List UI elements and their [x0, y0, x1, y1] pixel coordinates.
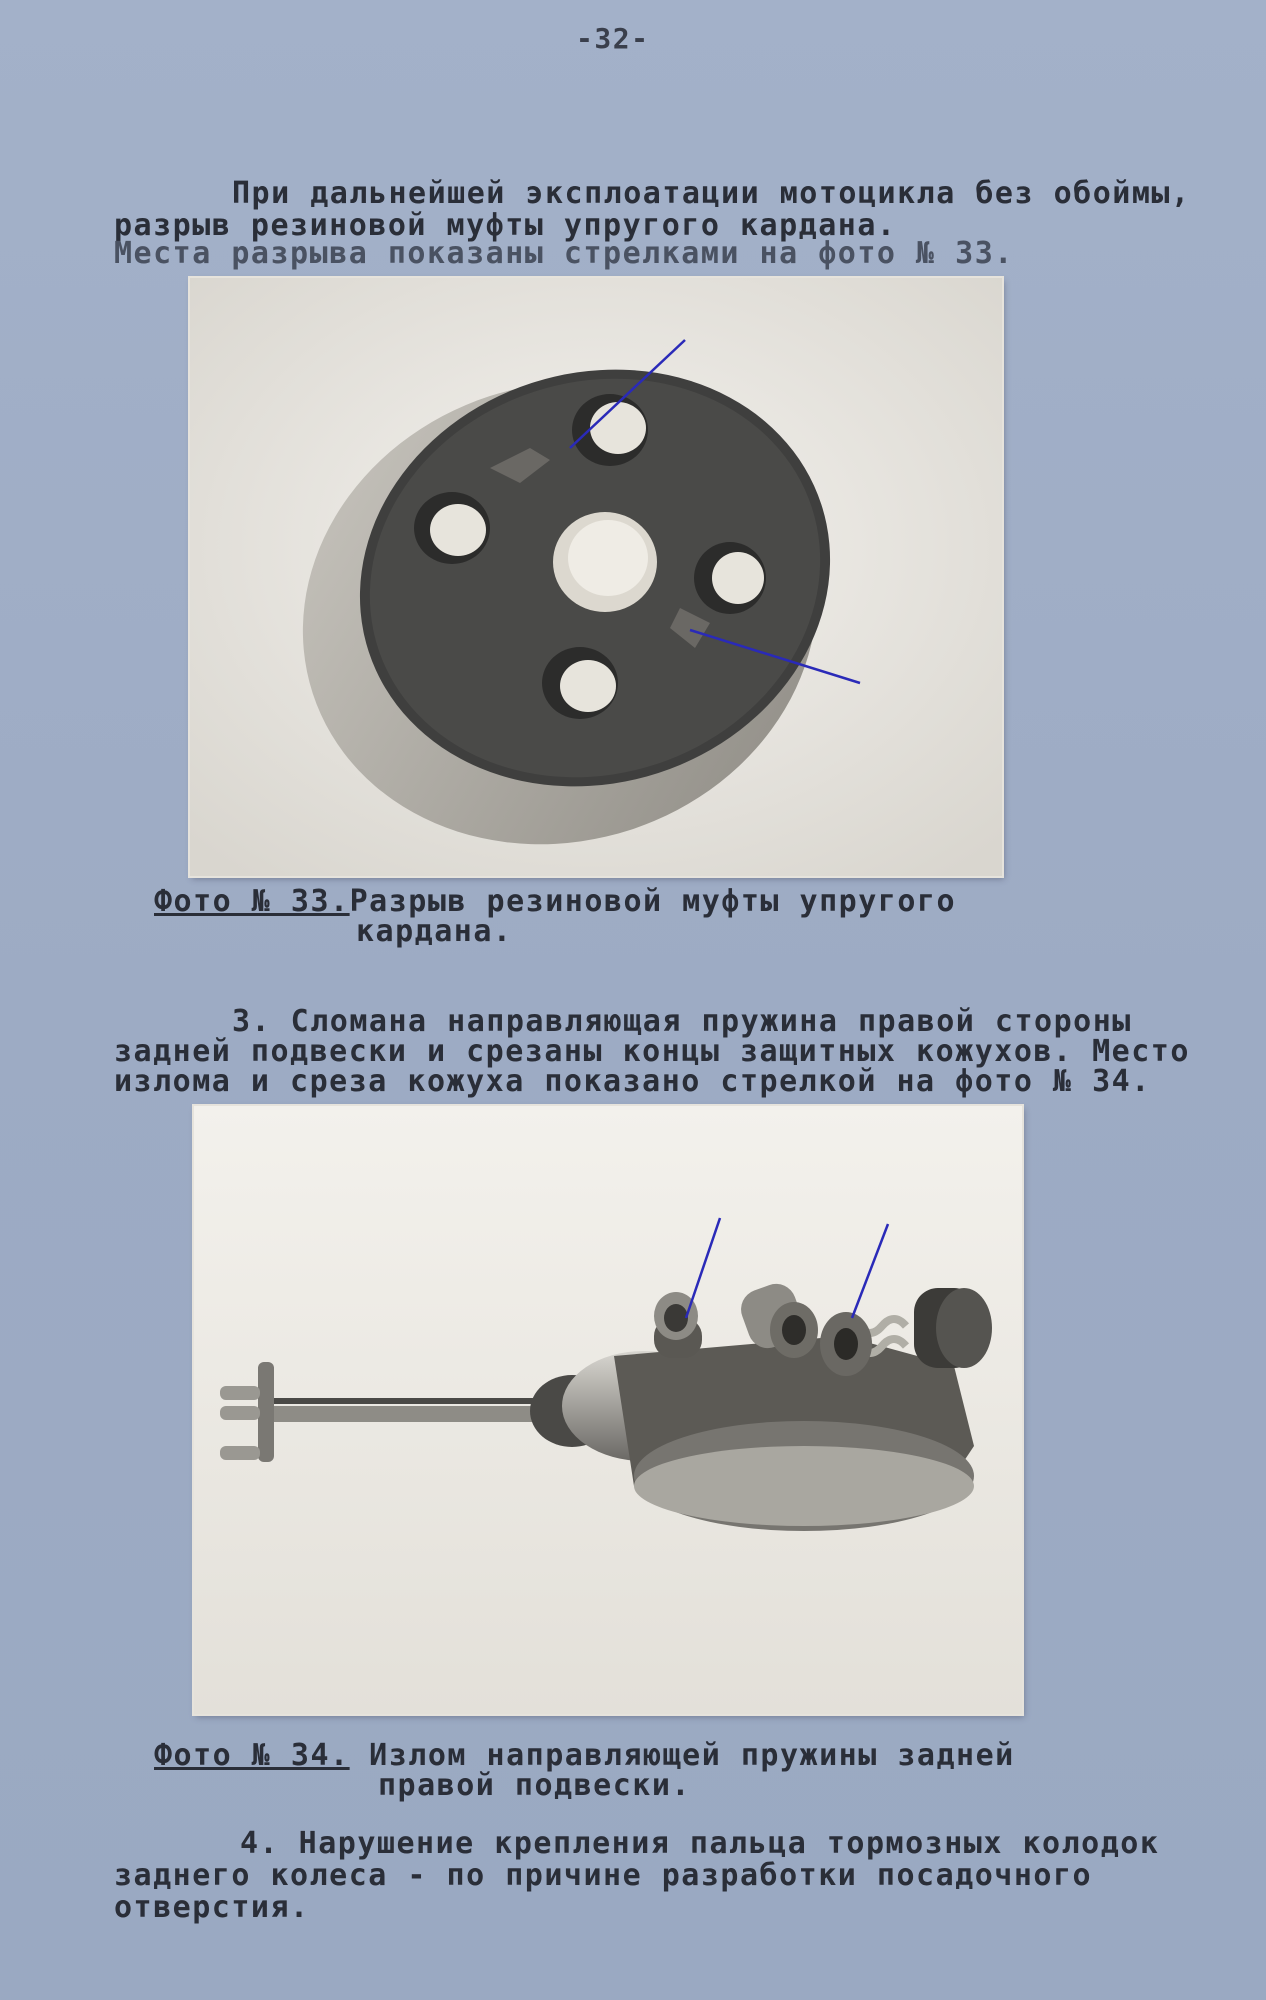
photo-33-caption-label: Фото № 33. [154, 884, 350, 919]
paragraph-1-line-1: При дальнейшей эксплоатации мотоцикла без обоймы, [232, 176, 1191, 211]
paragraph-4-line-3: отверстия. [114, 1890, 310, 1925]
photo-34-caption-line-2: правой подвески. [378, 1768, 691, 1803]
photo-33-caption-line-2: кардана. [356, 914, 513, 949]
photo-34-caption-label: Фото № 34. [154, 1738, 350, 1773]
paragraph-3-line-3: излома и среза кожуха показано стрелкой на фото № 34. [114, 1064, 1151, 1099]
page-number: -32- [576, 22, 650, 55]
paragraph-4-line-1: 4. Нарушение крепления пальца тормозных колодок [240, 1826, 1160, 1861]
paragraph-3-line-2: задней подвески и срезаны концы защитных кожухов. Место [114, 1034, 1190, 1069]
paragraph-3-line-1: 3. Сломана направляющая пружина правой стороны [232, 1004, 1132, 1039]
photo-33-rubber-coupling [190, 278, 1002, 876]
photo-33-caption-text: Разрыв резиновой муфты упругого [349, 884, 957, 919]
paragraph-1-line-2: разрыв резиновой муфты упругого кардана. [114, 208, 897, 243]
photo-33-caption [154, 884, 956, 919]
paragraph-4-line-2: заднего колеса - по причине разработки посадочного [114, 1858, 1093, 1893]
photo-34-suspension-spring [194, 1106, 1022, 1714]
photo-34-caption-text: Излом направляющей пружины задней [349, 1738, 1015, 1773]
paragraph-1-line-3: Места разрыва показаны стрелками на фото № 33. [114, 236, 1014, 271]
